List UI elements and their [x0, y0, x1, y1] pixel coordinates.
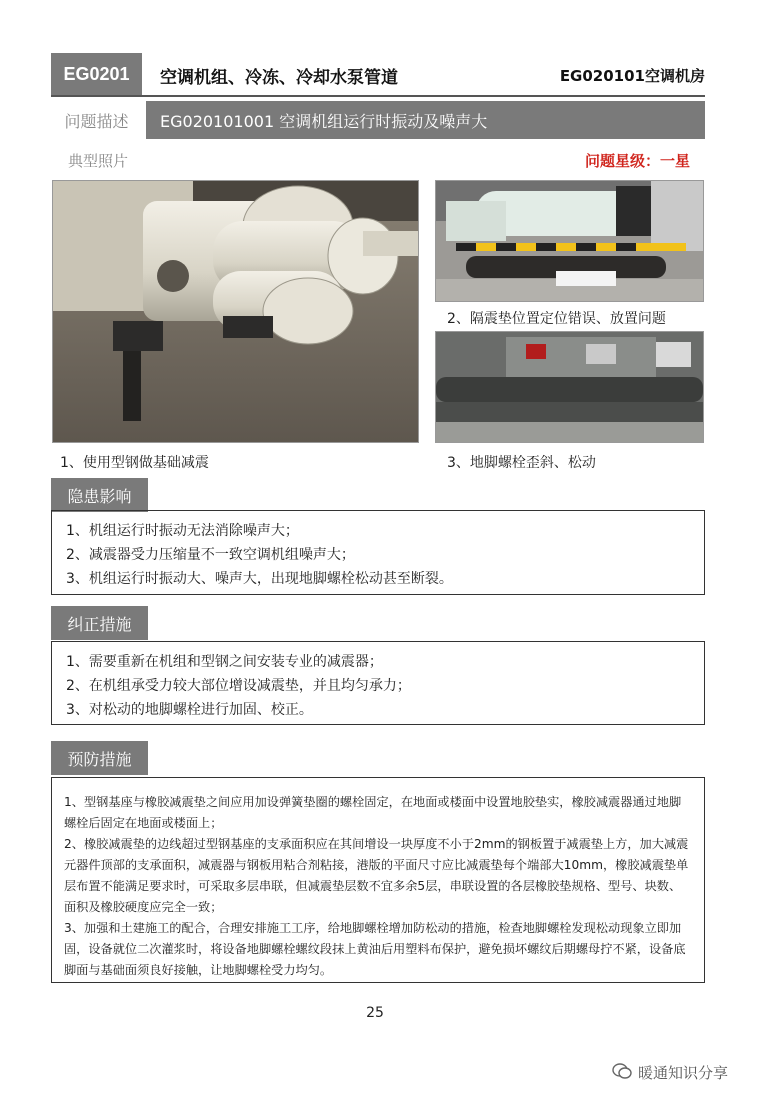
preventive-box [51, 777, 705, 983]
corrective-item: 1、需要重新在机组和型钢之间安装专业的减震器； [66, 654, 383, 670]
photo-caption-2: 2、隔震垫位置定位错误、放置问题 [447, 311, 666, 327]
photo-caption-1: 1、使用型钢做基础减震 [60, 455, 209, 471]
photo-anchor-bolts [435, 331, 704, 443]
photo-isolation-pads [435, 180, 704, 302]
corrective-box [51, 641, 705, 725]
hazard-box [51, 510, 705, 595]
problem-rating: 问题星级：一星 [584, 152, 690, 170]
page-number: 25 [366, 1005, 384, 1021]
preventive-item: 2、橡胶减震垫的边线超过型钢基座的支承面积应在其间增设一块厚度不小于2mm的钢板置于减震垫上方，加大减震元器件顶部的支承面积，减震器与钢板用粘合剂粘接，港版的平面尺寸应比减震垫每个端部大10mm，橡胶减震垫单层布置不能满足要求时，可采取多层串联，但减震垫层数不宜多余5层，串联设置的各层橡胶垫规格、型号、块数、面积及橡胶硬度应完全一致； [64, 837, 689, 914]
corrective-item: 3、对松动的地脚螺栓进行加固、校正。 [66, 702, 313, 718]
hazard-item: 2、减震器受力压缩量不一致空调机组噪声大； [66, 547, 355, 563]
room-code: EG020101空调机房 [559, 67, 705, 85]
problem-description: EG020101001 空调机组运行时振动及噪声大 [146, 101, 705, 139]
header-divider [51, 95, 705, 97]
photo-caption-3: 3、地脚螺栓歪斜、松动 [447, 455, 596, 471]
section-title: 空调机组、冷冻、冷却水泵管道 [160, 68, 398, 88]
preventive-item: 1、型钢基座与橡胶减震垫之间应用加设弹簧垫圈的螺栓固定，在地面或楼面中设置地胶垫实，橡胶减震器通过地脚螺栓后固定在地面或楼面上； [64, 795, 682, 830]
preventive-heading: 预防措施 [51, 741, 148, 775]
hazard-item: 3、机组运行时振动大、噪声大，出现地脚螺栓松动甚至断裂。 [66, 571, 453, 587]
section-code: EG0201 [51, 53, 142, 95]
hazard-item: 1、机组运行时振动无法消除噪声大； [66, 523, 299, 539]
preventive-item: 3、加强和土建施工的配合，合理安排施工工序，给地脚螺栓增加防松动的措施，检查地脚螺栓发现松动现象立即加固，设备就位二次灌浆时，将设备地脚螺栓螺纹段抹上黄油后用塑料布保护，避免损坏螺纹后期螺母拧不紧，设备底脚面与基础面须良好接触，让地脚螺栓受力均匀。 [64, 921, 686, 977]
photo-chiller-steel-base [52, 180, 419, 443]
photo-section-label: 典型照片 [68, 152, 129, 170]
corrective-heading: 纠正措施 [51, 606, 148, 640]
problem-label: 问题描述 [64, 111, 129, 131]
corrective-item: 2、在机组承受力较大部位增设减震垫，并且均匀承力； [66, 678, 411, 694]
wechat-icon [612, 1063, 632, 1083]
hazard-heading: 隐患影响 [51, 478, 148, 512]
watermark [612, 1062, 728, 1083]
watermark-text: 暖通知识分享 [638, 1064, 729, 1082]
